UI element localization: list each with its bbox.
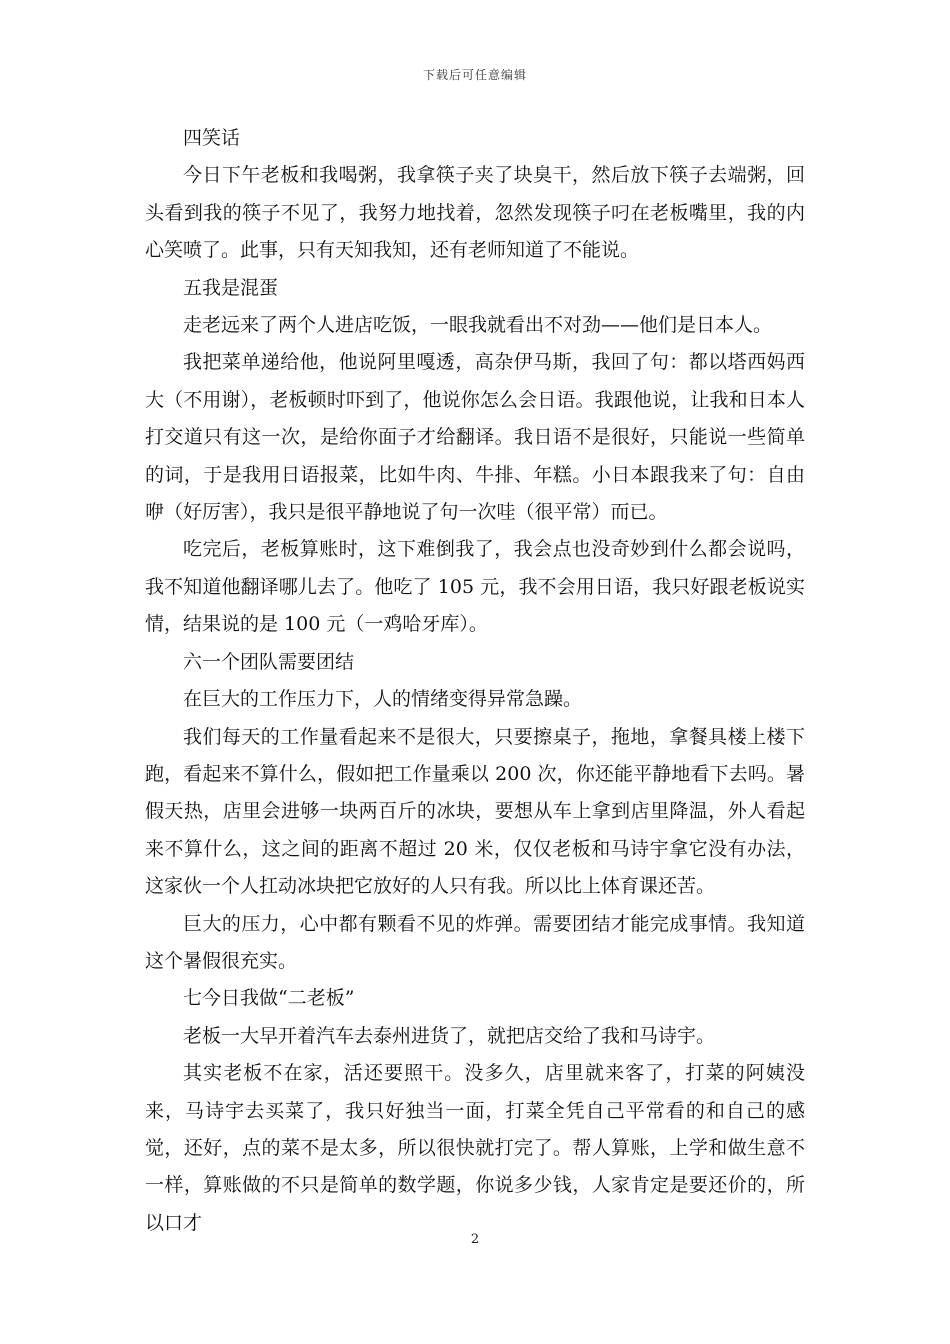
paragraph: 我们每天的工作量看起来不是很大，只要擦桌子，拖地，拿餐具楼上楼下跑，看起来不算什么，假如把工作量乘以 200 次，你还能平静地看下去吗。暑假天热，店里会进够一块两百斤的冰块，要想从车上拿到店里降温，外人看起来不算什么，这之间的距离不超过 20 米，仅仅老板和马诗宇拿它没有办法，这家伙一个人扛动冰块把它放好的人只有我。所以比上体育课还苦。 [145,725,805,898]
section-heading: 四笑话 [183,127,241,149]
page-header: 下载后可任意编辑 [422,68,527,82]
paragraph: 巨大的压力，心中都有颗看不见的炸弹。需要团结才能完成事情。我知道这个暑假很充实。 [145,912,805,972]
paragraph: 走老远来了两个人进店吃饭，一眼我就看出不对劲——他们是日本人。 [183,314,773,337]
section-heading: 六一个团队需要团结 [183,650,355,673]
paragraph: 在巨大的工作压力下，人的情绪变得异常急躁。 [183,688,583,711]
document-body [145,120,805,1242]
paragraph: 吃完后，老板算账时，这下难倒我了，我会点也没奇妙到什么都会说吗，我不知道他翻译哪儿去了。他吃了 105 元，我不会用日语，我只好跟老板说实情，结果说的是 100 元（一鸡哈牙库）。 [145,538,805,636]
section-heading: 七今日我做“二老板” [183,987,355,1010]
paragraph: 今日下午老板和我喝粥，我拿筷子夹了块臭干，然后放下筷子去端粥，回头看到我的筷子不见了，我努力地找着，忽然发现筷子叼在老板嘴里，我的内心笑喷了。此事，只有天知我知，还有老师知道了不能说。 [145,164,805,262]
paragraph: 我把菜单递给他，他说阿里嘎透，高杂伊马斯，我回了句：都以塔西妈西大（不用谢），老板顿时吓到了，他说你怎么会日语。我跟他说，让我和日本人打交道只有这一次，是给你面子才给翻译。我日语不是很好，只能说一些简单的词，于是我用日语报菜，比如牛肉、牛排、年糕。小日本跟我来了句：自由咿（好厉害），我只是很平静地说了句一次哇（很平常）而已。 [145,351,805,524]
paragraph: 老板一大早开着汽车去泰州进货了，就把店交给了我和马诗宇。 [183,1024,716,1047]
section-heading: 五我是混蛋 [183,276,279,299]
page-number: 2 [470,1232,480,1247]
paragraph: 其实老板不在家，活还要照干。没多久，店里就来客了，打菜的阿姨没来，马诗宇去买菜了，我只好独当一面，打菜全凭自己平常看的和自己的感觉，还好，点的菜不是太多，所以很快就打完了。帮人算账，上学和做生意不一样，算账做的不只是简单的数学题，你说多少钱，人家肯定是要还价的，所以口才 [145,1062,805,1234]
